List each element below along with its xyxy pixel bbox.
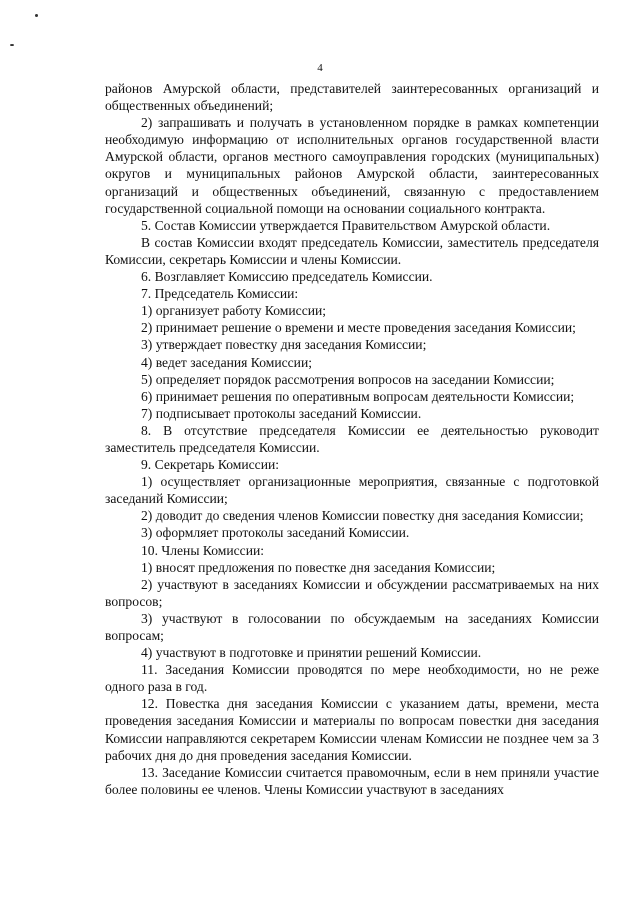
paragraph: 9. Секретарь Комиссии:	[141, 457, 280, 473]
paragraph: 6) принимает решения по оперативным вопросам деятельности Комиссии;	[141, 388, 575, 404]
paragraph: 5) определяет порядок рассмотрения вопросов на заседании Комиссии;	[141, 371, 555, 387]
paragraph: 1) вносят предложения по повестке дня заседания Комиссии;	[141, 559, 496, 575]
paragraph: 4) ведет заседания Комиссии;	[141, 354, 313, 370]
paragraph: 4) участвуют в подготовке и принятии решений Комиссии.	[141, 645, 482, 661]
paragraph: 2) запрашивать и получать в установленном порядке в рамках компетенции необходимую информацию от исполнительных органов государственной власти Амурской области, органов местного самоуправления городских (муниципальных) округов и муниципальных районов Амурской области, заинтересованных организаций и общественных объединений, связанную с предоставлением государственной социальной помощи на основании социального контракта.	[105, 115, 599, 216]
paragraph: 7. Председатель Комиссии:	[141, 286, 299, 302]
paragraph: 2) принимает решение о времени и месте проведения заседания Комиссии;	[141, 320, 576, 336]
paragraph: 12. Повестка дня заседания Комиссии с указанием даты, времени, места проведения заседания Комиссии и материалы по вопросам повестки дня заседания Комиссии направляются секретарем Комиссии членам Комиссии не позднее чем за 3 рабочих дня до дня проведения заседания Комиссии.	[105, 696, 599, 763]
paragraph: 5. Состав Комиссии утверждается Правительством Амурской области.	[141, 217, 551, 233]
paragraph: 2) участвуют в заседаниях Комиссии и обсуждении рассматриваемых на них вопросов;	[105, 576, 599, 609]
paragraph: 13. Заседание Комиссии считается правомочным, если в нем приняли участие более половины ее членов. Члены Комиссии участвуют в заседаниях	[105, 764, 599, 797]
paragraph: 1) организует работу Комиссии;	[141, 303, 327, 319]
scan-artifact-dot	[35, 14, 38, 17]
document-body	[105, 80, 599, 798]
paragraph: 1) осуществляет организационные мероприятия, связанные с подготовкой заседаний Комиссии;	[105, 474, 599, 507]
paragraph: 10. Члены Комиссии:	[141, 542, 265, 558]
paragraph: 3) участвуют в голосовании по обсуждаемым на заседаниях Комиссии вопросам;	[105, 610, 599, 643]
paragraph: районов Амурской области, представителей заинтересованных организаций и общественных объединений;	[105, 81, 599, 114]
paragraph: 2) доводит до сведения членов Комиссии повестку дня заседания Комиссии;	[141, 508, 584, 524]
paragraph: 7) подписывает протоколы заседаний Комиссии.	[141, 405, 422, 421]
paragraph: 3) утверждает повестку дня заседания Комиссии;	[141, 337, 427, 353]
paragraph: 3) оформляет протоколы заседаний Комиссии.	[141, 525, 410, 541]
page-number: 4	[317, 62, 323, 74]
paragraph: 6. Возглавляет Комиссию председатель Комиссии.	[141, 269, 433, 285]
paragraph: 11. Заседания Комиссии проводятся по мере необходимости, но не реже одного раза в год.	[105, 662, 599, 695]
paragraph: В состав Комиссии входят председатель Комиссии, заместитель председателя Комиссии, секретарь Комиссии и члены Комиссии.	[105, 234, 599, 267]
scan-artifact-dot	[10, 44, 14, 46]
paragraph: 8. В отсутствие председателя Комиссии ее деятельностью руководит заместитель председателя Комиссии.	[105, 422, 599, 455]
